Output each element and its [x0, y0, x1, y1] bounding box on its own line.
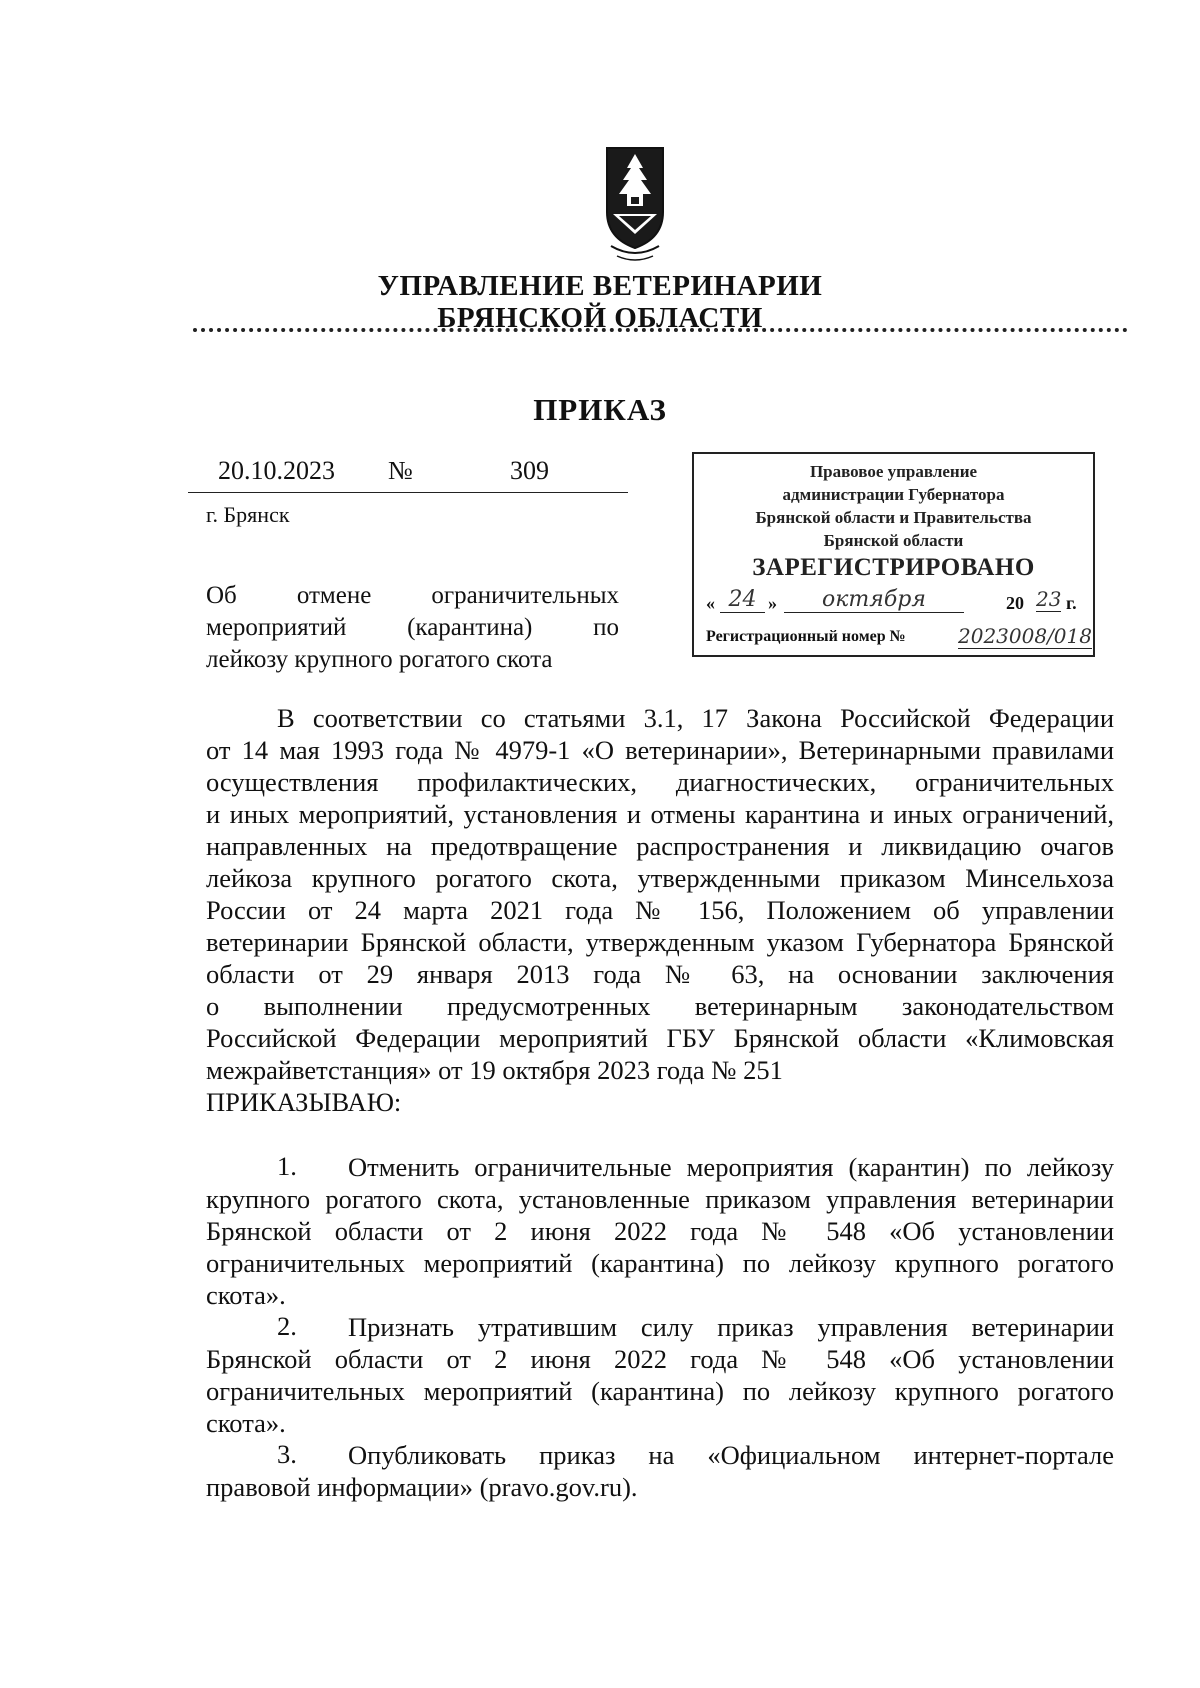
body-line: и иных мероприятий, установления и отмены карантина и иных ограничений, [206, 799, 1114, 829]
city: г. Брянск [206, 502, 290, 527]
subject-line: Об отмене ограничительных [206, 582, 619, 609]
body-line: от 14 мая 1993 года № 4979-1 «О ветеринарии», Ветеринарными правилами [206, 735, 1114, 765]
item-line: правовой информации» (pravo.gov.ru). [206, 1472, 638, 1502]
stamp-registration [706, 624, 1092, 652]
stamp-line: Брянской области и Правительства [755, 508, 1032, 527]
item-line: Брянской области от 2 июня 2022 года № 548 «Об установлении [206, 1216, 1114, 1246]
item-line: скота». [206, 1408, 286, 1438]
stamp-month-handwritten: октября [784, 587, 964, 613]
document-date: 20.10.2023 [218, 456, 335, 485]
item-line: Признать утратившим силу приказ управления ветеринарии [348, 1312, 1114, 1342]
stamp-status: ЗАРЕГИСТРИРОВАНО [752, 554, 1035, 581]
stamp-year-g: г. [1066, 593, 1077, 613]
stamp-line: администрации Губернатора [782, 485, 1005, 504]
item-line: Брянской области от 2 июня 2022 года № 548 «Об установлении [206, 1344, 1114, 1374]
item-number: 3. [277, 1439, 297, 1469]
item-line: Отменить ограничительные мероприятия (карантин) по лейкозу [348, 1152, 1114, 1182]
body-line: осуществления профилактических, диагностических, ограничительных [206, 767, 1114, 797]
item-line: скота». [206, 1280, 286, 1310]
date-number-line [188, 456, 628, 493]
stamp-line: Брянской области [823, 531, 964, 550]
body-line: о выполнении предусмотренных ветеринарным законодательством [206, 991, 1114, 1021]
registration-stamp [692, 452, 1095, 657]
body-line: области от 29 января 2013 года № 63, на основании заключения [206, 959, 1114, 989]
item-line: крупного рогатого скота, установленные приказом управления ветеринарии [206, 1184, 1114, 1214]
item-line: ограничительных мероприятий (карантина) по лейкозу крупного рогатого [206, 1248, 1114, 1278]
org-name-line1: УПРАВЛЕНИЕ ВЕТЕРИНАРИИ [377, 270, 823, 302]
stamp-date [706, 587, 1086, 617]
stamp-quote-close: » [768, 593, 777, 613]
stamp-reg-number-handwritten: 2023008/018 [958, 624, 1092, 648]
item-line: Опубликовать приказ на «Официальном интернет-портале [348, 1440, 1114, 1470]
body-line: России от 24 марта 2021 года № 156, Положением об управлении [206, 895, 1114, 925]
body-line: лейкоза крупного рогатого скота, утвержденными приказом Минсельхоза [206, 863, 1114, 893]
number-sign: № [388, 456, 413, 485]
org-name-line2: БРЯНСКОЙ ОБЛАСТИ [437, 302, 763, 334]
item-number: 1. [277, 1151, 297, 1181]
stamp-quote-open: « [706, 593, 715, 613]
body-line: направленных на предотвращение распространения и ликвидацию очагов [206, 831, 1114, 861]
subject-line: мероприятий (карантина) по [206, 614, 619, 641]
body-line: ветеринарии Брянской области, утвержденным указом Губернатора Брянской [206, 927, 1114, 957]
coat-of-arms-icon [603, 142, 667, 266]
subject-line: лейкозу крупного рогатого скота [206, 646, 553, 673]
stamp-year-prefix: 20 [1006, 593, 1024, 613]
stamp-reg-label: Регистрационный номер № [706, 628, 906, 645]
stamp-line: Правовое управление [809, 462, 978, 481]
body-line: Российской Федерации мероприятий ГБУ Брянской области «Климовская [206, 1023, 1114, 1053]
header-dotted-divider [193, 328, 1128, 332]
body-line: межрайветстанция» от 19 октября 2023 года № 251 [206, 1055, 783, 1085]
document-number: 309 [510, 456, 549, 485]
item-number: 2. [277, 1311, 297, 1341]
stamp-year-suffix-handwritten: 23 [1036, 587, 1062, 611]
document-title: ПРИКАЗ [533, 392, 667, 427]
order-word: ПРИКАЗЫВАЮ: [206, 1087, 402, 1117]
stamp-day-handwritten: 24 [720, 587, 765, 613]
item-line: ограничительных мероприятий (карантина) по лейкозу крупного рогатого [206, 1376, 1114, 1406]
body-line: В соответствии со статьями 3.1, 17 Закона Российской Федерации [277, 703, 1114, 733]
